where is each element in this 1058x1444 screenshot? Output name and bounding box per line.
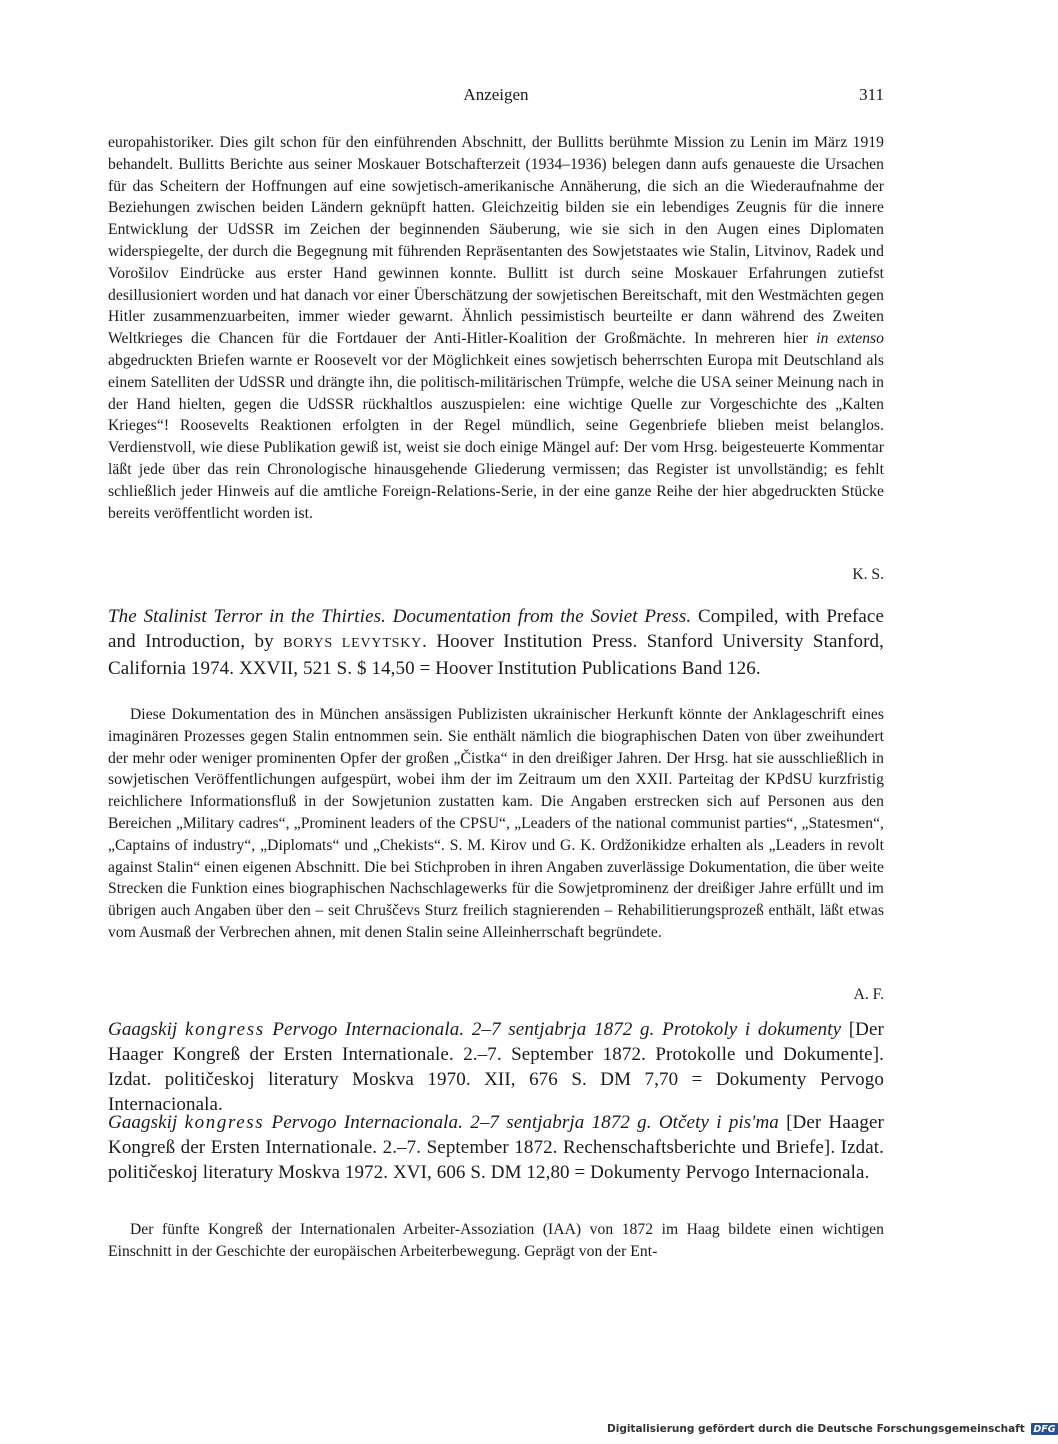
bibliographic-entry [108,1017,884,1117]
book-title-part: Pervogo Internacionala. 2–7 sentjabrja 1872 g. Protokoly i dokumenty [272,1019,842,1040]
review-paragraph [108,132,884,524]
book-title-part: Pervogo Internacionala. 2–7 sentjabrja 1872 g. Otčety i pis'ma [271,1112,779,1133]
entry-text: [Der Haager Kongreß der Ersten Internationale. 2.–7. September 1872. Rechenschaftsberichte und Briefe]. Izdat. političeskoj literatury Moskva 1972. XVI, 606 S. DM 12,80 = Dokumenty Pervogo Internacionala. [108,1112,884,1183]
reviewer-signature: A. F. [853,986,884,1003]
running-header [108,85,884,111]
review-text: Diese Dokumentation des in München ansässigen Publizisten ukrainischer Herkunft könnte der Anklageschrift eines imaginären Prozesses gegen Stalin entnommen sein. Sie enthält nämlich die biographischen Daten von über zweihundert der mehr oder weniger prominenten Opfer der großen „Čistka“ in den dreißiger Jahren. Der Hrsg. hat sie ausschließlich in sowjetischen Veröffentlichungen aufgespürt, wobei ihm der im Zeitraum um den XXII. Parteitag der KPdSU kurzfristig reichlichere Informationsfluß in der Sowjetunion zustatten kam. Die Angaben erstrecken sich auf Personen aus den Bereichen „Military cadres“, „Prominent leaders of the CPSU“, „Leaders of the national communist parties“, „Statesmen“, „Captains of industry“, „Diplomats“ und „Chekists“. S. M. Kirov und G. K. Ordžonikidze erhalten als „Leaders in revolt against Stalin“ einen eigenen Abschnitt. Die bei Stichproben in ihren Angaben zuverlässige Dokumentation, die über weite Strecken die Funktion eines biographischen Nachschlagewerks für die Sowjetprominenz der dreißiger Jahre erfüllt und im übrigen auch Angaben über den – seit Chruščevs Sturz freilich stagnierenden – Rehabilitierungsprozeß enthält, läßt etwas vom Ausmaß der Verbrechen ahnen, mit denen Stalin seine Alleinherrschaft begründete. [108,706,884,941]
author-name: BORYS LEVYTSKY [283,636,423,651]
entry-text: Compiled, with Preface and Introduction, by [108,606,884,652]
page-number: 311 [859,85,884,104]
review-paragraph [108,704,884,944]
dfg-logo: DFG [1033,1424,1056,1435]
running-title: Anzeigen [463,85,529,104]
review-paragraph [108,1219,884,1263]
entry-text: [Der Haager Kongreß der Ersten Internationale. 2.–7. September 1872. Protokolle und Dokumente]. Izdat. političeskoj literatury Moskva 1970. XII, 676 S. DM 7,70 = Dokumenty Pervogo Internacionala. [108,1019,884,1115]
italic-term: in extenso [816,330,885,348]
footer-text: Digitalisierung gefördert durch die Deutsche Forschungsgemeinschaft [607,1423,1025,1435]
review-text: europahistoriker. Dies gilt schon für den einführenden Abschnitt, der Bullitts berühmte Mission zu Lenin im März 1919 behandelt. Bullitts Berichte aus seiner Moskauer Botschafterzeit (1934–1936) belegen dann aufs genaueste die Ursachen für das Scheitern der Hoffnungen auf eine sowjetisch-amerikanische Annäherung, die sich an die Wiederaufnahme der Beziehungen zwischen beiden Ländern geknüpft hatten. Gleichzeitig bilden sie ein lebendiges Zeugnis für die innere Entwicklung der UdSSR im Zeichen der beginnenden Säuberung, wie sie sich in den Augen eines Diplomaten widerspiegelte, der durch die Begegnung mit führenden Repräsentanten des Sowjetstaates wie Stalin, Litvinov, Radek und Vorošilov Eindrücke aus erster Hand gewinnen konnte. Bullitt ist durch seine Moskauer Erfahrungen zutiefst desillusioniert worden und hat danach vor einer Überschätzung der sowjetischen Bereitschaft, mit den Westmächten gegen Hitler zusammenzuarbeiten, immer wieder gewarnt. Ähnlich pessimistisch beurteilte er dann während des Zweiten Weltkrieges die Chancen für die Fortdauer der Anti-Hitler-Koalition der Großmächte. In mehreren hier [108,134,884,348]
bibliographic-entry [108,1110,884,1185]
book-title-spaced: kongress [185,1019,265,1040]
bibliographic-entry [108,604,884,681]
book-title-part: Gaagskij [108,1112,178,1133]
digitization-footer [607,1423,1058,1435]
book-title: The Stalinist Terror in the Thirties. Documentation from the Soviet Press. [108,606,692,627]
book-title-part: Gaagskij [108,1019,178,1040]
book-title-spaced: kongress [184,1112,265,1133]
review-text: Der fünfte Kongreß der Internationalen Arbeiter-Assoziation (IAA) von 1872 im Haag bildete einen wichtigen Einschnitt in der Geschichte der europäischen Arbeiterbewegung. Geprägt von der Ent- [108,1221,884,1260]
review-text-continued: abgedruckten Briefen warnte er Roosevelt vor der Möglichkeit eines sowjetisch beherrschten Europa mit Deutschland als einem Satelliten der UdSSR und drängte ihn, die politisch-militärischen Trümpfe, welche die USA seiner Meinung nach in der Hand hielten, gegen die UdSSR rückhaltlos auszuspielen: eine wichtige Quelle zur Vorgeschichte des „Kalten Krieges“! Roosevelts Reaktionen erfolgten in der Regel mündlich, seine Gegenbriefe blieben meist belanglos. Verdienstvoll, wie diese Publikation gewiß ist, weist sie doch einige Mängel auf: Der vom Hrsg. beigesteuerte Kommentar läßt jede über das rein Chronologische hinausgehende Gliederung vermissen; das Register ist unvollständig; es fehlt schließlich jeder Hinweis auf die amtliche Foreign-Relations-Serie, in der eine ganze Reihe der hier abgedruckten Stücke bereits veröffentlicht worden ist. [108,351,884,522]
reviewer-signature: K. S. [852,566,884,583]
entry-text-continued: . Hoover Institution Press. Stanford University Stanford, California 1974. XXVII, 521 S. $ 14,50 = Hoover Institution Publications Band 126. [108,631,885,679]
